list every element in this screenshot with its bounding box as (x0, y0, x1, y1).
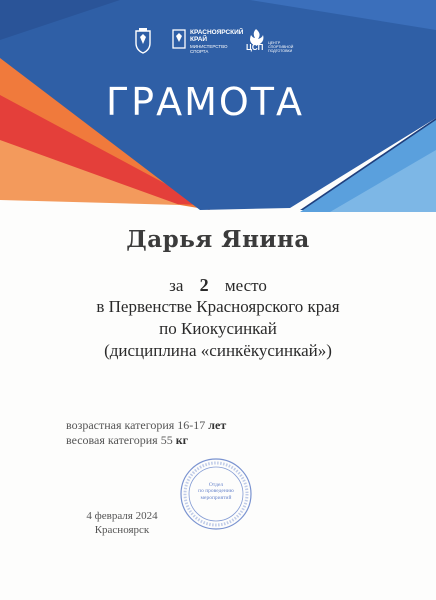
age-category-label: возрастная категория 16-17 (66, 418, 206, 432)
stamp-line-3: мероприятий (200, 494, 232, 501)
discipline-line: (дисциплина «синкёкусинкай») (104, 341, 332, 360)
certificate-title: ГРАМОТА (106, 80, 304, 124)
logo-row (0, 28, 436, 64)
award-line (0, 275, 436, 296)
coat-of-arms-logo (134, 28, 152, 59)
award-prefix: за (169, 276, 184, 295)
region-line-1: КРАСНОЯРСКИЙ (190, 29, 244, 36)
center-line-3: ПОДГОТОВКИ (268, 48, 293, 53)
ministry-emblem-icon (172, 28, 186, 50)
place-number: 2 (199, 275, 209, 295)
official-stamp (178, 456, 254, 537)
age-category-unit: лет (208, 418, 227, 432)
center-line-2: СПОРТИВНОЙ (268, 44, 294, 49)
ministry-logo (172, 28, 244, 55)
issue-date: 4 февраля 2024 (86, 510, 158, 522)
place-word: место (224, 276, 267, 295)
sport-center-logo (246, 28, 294, 55)
ministry-line-1: МИНИСТЕРСТВО (190, 44, 228, 49)
weight-category-unit: кг (175, 433, 189, 447)
age-category (66, 418, 226, 433)
center-mark: ЦСП (246, 43, 264, 52)
weight-category (66, 433, 188, 448)
coat-of-arms-icon (134, 28, 152, 54)
weight-category-label: весовая категория 55 (66, 433, 173, 447)
sport-line: по Киокусинкай (159, 319, 277, 338)
stamp-line-1: Отдел (208, 482, 224, 488)
region-line-2: КРАЙ (190, 35, 208, 43)
stamp-line-2: по проведению (198, 488, 234, 495)
event-line: в Первенстве Красноярского края (96, 297, 340, 316)
recipient-name: Дарья Янина (126, 226, 310, 253)
issue-city: Красноярск (94, 524, 150, 536)
center-line-1: ЦЕНТР (268, 41, 281, 45)
ministry-line-2: СПОРТА (190, 48, 209, 54)
